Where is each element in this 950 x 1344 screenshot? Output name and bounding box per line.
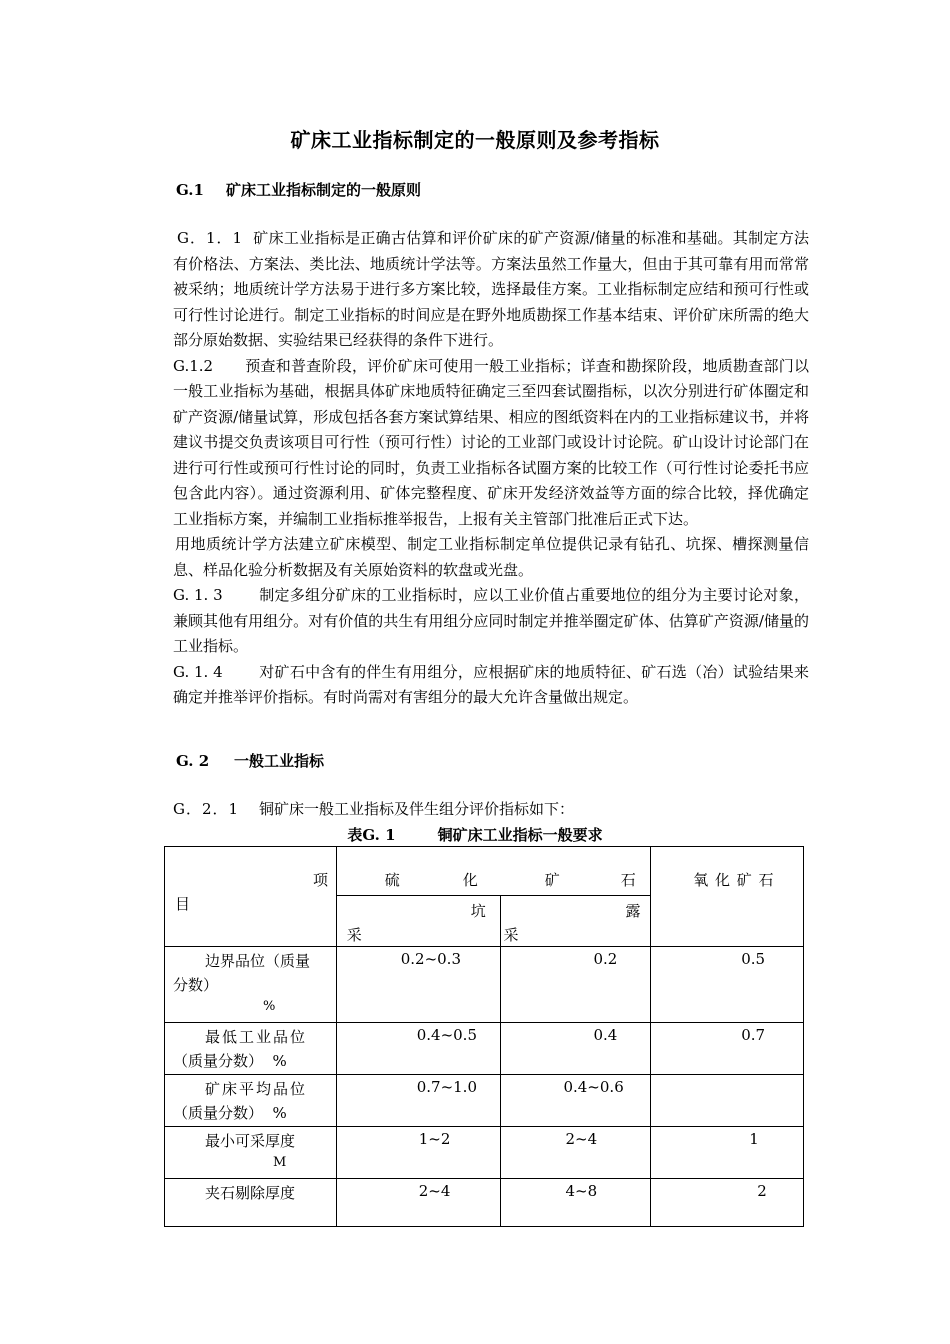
row-label: 最低工业品位 — [205, 1028, 308, 1046]
oxide-value: 2 — [757, 1182, 767, 1200]
oxide-value: 0.7 — [741, 1026, 766, 1044]
open-value-cell — [501, 1075, 651, 1127]
paragraph-g2-1 — [173, 797, 809, 823]
row-label: 边界品位（质量 — [205, 952, 311, 970]
section-title: 矿床工业指标制定的一般原则 — [226, 181, 422, 199]
clause-number: G. 1. 3 — [173, 586, 223, 604]
row-label-unit: M — [273, 1155, 287, 1170]
header-pit-text: 采 — [346, 926, 362, 944]
header-item-text: 项 — [313, 871, 329, 889]
section-heading-g2 — [176, 750, 324, 771]
copper-index-table — [164, 846, 804, 1227]
open-value-cell — [501, 1127, 651, 1179]
table-row — [165, 1023, 804, 1075]
oxide-value-cell — [651, 1023, 804, 1075]
row-label: 夹石剔除厚度 — [205, 1184, 296, 1202]
row-label-cell — [165, 947, 337, 1023]
clause-text: 制定多组分矿床的工业指标时，应以工业价值占重要地位的组分为主要讨论对象，兼顾其他有用组分。对有价值的共生有用组分应同时制定并推举圈定矿体、估算矿产资源/储量的工业指标。 — [173, 586, 809, 655]
row-label: （质量分数） % — [173, 1052, 287, 1070]
clause-number: G. 1. 4 — [173, 662, 223, 681]
header-item-text: 目 — [175, 895, 191, 913]
pit-value: 2~4 — [418, 1182, 451, 1200]
paragraph-g1-2 — [173, 354, 809, 533]
header-sulfide-char: 石 — [620, 871, 636, 889]
oxide-value-cell — [651, 1075, 804, 1127]
clause-text: 预查和普查阶段，评价矿床可使用一般工业指标；详查和勘探阶段，地质勘查部门以一般工业指标为基础，根据具体矿床地质特征确定三至四套试圈指标，以次分别进行矿体圈定和矿产资源/储量试算，形成包括各套方案试算结果、相应的图纸资料在内的工业指标建议书，并将建议书提交负责该项目可行性（预可行性）讨论的工业部门或设计讨论院。矿山设计讨论部门在进行可行性或预可行性讨论的同时，负责工业指标各试圈方案的比较工作（可行性讨论委托书应包含此内容）。通过资源利用、矿体完整程度、矿床开发经济效益等方面的综合比较，择优确定工业指标方案，并编制工业指标推举报告，上报有关主管部门批准后正式下达。 — [173, 356, 809, 528]
oxide-value-cell — [651, 1179, 804, 1227]
clause-number: G.1.2 — [173, 356, 214, 375]
open-value: 4~8 — [565, 1182, 598, 1200]
table-row — [165, 1075, 804, 1127]
table-number: 表G. 1 — [347, 826, 396, 844]
paragraph-g1-1 — [173, 226, 809, 354]
pit-value: 0.2~0.3 — [400, 950, 461, 968]
open-value-cell — [501, 1179, 651, 1227]
section-title: 一般工业指标 — [234, 752, 325, 770]
header-sulfide-char: 矿 — [544, 871, 560, 889]
clause-text: 对矿石中含有的伴生有用组分，应根据矿床的地质特征、矿石选（冶）试验结果来确定并推举评价指标。有时尚需对有害组分的最大允许含量做出规定。 — [173, 662, 809, 706]
pit-value-cell — [336, 1075, 501, 1127]
open-value-cell — [501, 947, 651, 1023]
section-heading-g1 — [176, 179, 421, 200]
row-label-unit: % — [263, 999, 276, 1014]
header-item-cell — [165, 847, 337, 947]
pit-value-cell — [336, 1023, 501, 1075]
table-row — [165, 1179, 804, 1227]
row-label-cell — [165, 1127, 337, 1179]
open-value-cell — [501, 1023, 651, 1075]
page-title: 矿床工业指标制定的一般原则及参考指标 — [290, 128, 660, 152]
header-pit-cell — [336, 896, 501, 947]
pit-value-cell — [336, 1127, 501, 1179]
header-open-text: 露 — [625, 902, 641, 920]
clause-text: 铜矿床一般工业指标及伴生组分评价指标如下： — [259, 800, 575, 818]
paragraph-g1-4 — [173, 660, 809, 711]
clause-text: 矿床工业指标是正确古估算和评价矿床的矿产资源/储量的标准和基础。其制定方法有价格法、方案法、类比法、地质统计学法等。方案法虽然工作量大，但由于其可靠有用而常常被采纳；地质统计学方法易于进行多方案比较，选择最佳方案。工业指标制定应结和预可行性或可行性讨论进行。制定工业指标的时间应是在野外地质勘探工作基本结束、评价矿床所需的绝大部分原始数据、实验结果已经获得的条件下进行。 — [173, 229, 809, 349]
header-open-text: 采 — [503, 926, 519, 944]
oxide-value: 0.5 — [741, 950, 766, 968]
paragraph-g1-2b — [173, 532, 809, 583]
row-label: （质量分数） % — [173, 1104, 287, 1122]
section-number: G. 2 — [176, 752, 210, 770]
header-open-cell — [501, 896, 651, 947]
section-g2-body — [173, 797, 809, 823]
header-sulfide-char: 化 — [462, 871, 478, 889]
row-label: 矿床平均品位 — [205, 1080, 308, 1098]
header-pit-text: 坑 — [470, 902, 486, 920]
pit-value-cell — [336, 947, 501, 1023]
pit-value: 0.4~0.5 — [416, 1026, 477, 1044]
oxide-value: 1 — [749, 1130, 759, 1148]
header-oxide-text: 氧 化 矿 石 — [693, 871, 775, 889]
oxide-value-cell — [651, 1127, 804, 1179]
open-value: 0.2 — [593, 950, 618, 968]
header-sulfide-char: 硫 — [384, 871, 400, 889]
pit-value-cell — [336, 1179, 501, 1227]
clause-text: 用地质统计学方法建立矿床模型、制定工业指标制定单位提供记录有钻孔、坑探、槽探测量信息、样品化验分析数据及有关原始资料的软盘或光盘。 — [173, 535, 809, 579]
row-label: 最小可采厚度 — [205, 1132, 296, 1150]
row-label-cell — [165, 1179, 337, 1227]
header-sulfide-cell — [336, 847, 651, 896]
header-oxide-cell — [651, 847, 804, 947]
open-value: 0.4~0.6 — [563, 1078, 624, 1096]
open-value: 0.4 — [593, 1026, 618, 1044]
table-title: 铜矿床工业指标一般要求 — [437, 826, 603, 844]
table-caption — [0, 824, 950, 845]
section-number: G.1 — [176, 181, 204, 199]
pit-value: 1~2 — [418, 1130, 451, 1148]
table-row — [165, 947, 804, 1023]
open-value: 2~4 — [565, 1130, 598, 1148]
row-label: 分数） — [173, 976, 219, 994]
row-label-cell — [165, 1023, 337, 1075]
table-row — [165, 1127, 804, 1179]
row-label-cell — [165, 1075, 337, 1127]
clause-number: G．2．1 — [173, 800, 240, 818]
clause-number: G．1．1 — [177, 229, 244, 247]
section-g1-body — [173, 226, 809, 711]
oxide-value-cell — [651, 947, 804, 1023]
pit-value: 0.7~1.0 — [416, 1078, 477, 1096]
paragraph-g1-3 — [173, 583, 809, 660]
